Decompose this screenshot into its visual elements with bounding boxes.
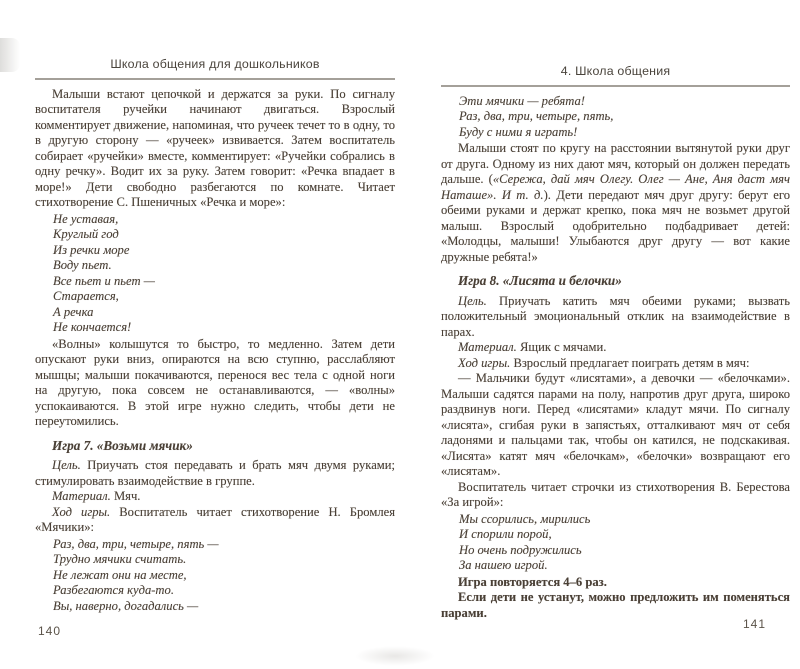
left-page	[35, 57, 395, 615]
poem-line: Раз, два, три, четыре, пять,	[459, 109, 614, 123]
poem-myachiki-continued	[459, 94, 790, 141]
poem-line: Эти мячики — ребята!	[459, 93, 585, 108]
procedure-paragraph	[35, 505, 395, 536]
poem-line: Буду с ними я играть!	[459, 124, 578, 139]
goal-label: Цель.	[458, 293, 487, 308]
right-running-head	[441, 64, 790, 87]
right-running-head-text: 4. Школа общения	[560, 64, 671, 78]
poem-line: Разбегаются куда-то.	[53, 583, 174, 597]
poem-line: И спорили порой,	[459, 527, 552, 541]
goal-paragraph	[35, 458, 395, 489]
paragraph-peredacha-myacha	[441, 141, 790, 265]
left-running-head-text: Школа общения для дошкольников	[110, 57, 320, 71]
poem-za-igroy	[459, 512, 790, 574]
poem-line: Раз, два, три, четыре, пять —	[53, 536, 219, 551]
right-page	[441, 64, 790, 621]
material-paragraph	[441, 340, 790, 356]
paragraph-berestov: Воспитатель читает строчки из стихотворения В. Берестова «За игрой»:	[441, 479, 790, 509]
goal-text: Приучать стоя передавать и брать мяч двумя руками; стимулировать взаимодействие в группе.	[35, 458, 395, 488]
paragraph-volny: «Волны» колышутся то быстро, то медленно. Затем дети опускают руки вниз, опираются на всю ступню, расслабляют мышцы; малыши покачиваются, перенося вес тела с одной ноги на другую, пока совсем не останавливаются, — «волны» успокаиваются. В этой игре нужно следить, чтобы дети не переутомились.	[35, 336, 395, 428]
scan-edge-smudge	[0, 38, 20, 72]
page-number-left: 140	[38, 624, 62, 638]
poem-line: За нашею игрой.	[459, 558, 548, 572]
poem-line: Не кончается!	[53, 320, 132, 334]
paragraph-repeat-note: Игра повторяется 4–6 раз.	[458, 574, 607, 589]
poem-line: Трудно мячики считать.	[53, 552, 187, 566]
poem-line: Не лежат они на месте,	[53, 567, 187, 582]
poem-line: Не уставая,	[53, 211, 119, 226]
goal-text: Приучать катить мяч обеими руками; вызвать положительный эмоциональный отклик на взаимодействие в парах.	[441, 293, 790, 339]
poem-line: Из речки море	[53, 242, 130, 257]
page-number-right: 141	[743, 617, 767, 631]
poem-line: Старается,	[53, 289, 119, 303]
material-text: Мяч.	[113, 489, 141, 503]
procedure-label: Ход игры.	[458, 355, 511, 370]
poem-line: А речка	[53, 304, 94, 319]
goal-label: Цель.	[52, 458, 81, 472]
procedure-paragraph	[441, 356, 790, 372]
poem-line: Воду пьет.	[53, 258, 112, 272]
material-label: Материал.	[458, 340, 517, 354]
procedure-label: Ход игры.	[52, 504, 111, 519]
poem-line: Все пьет и пьет —	[53, 273, 155, 288]
material-paragraph	[35, 489, 395, 505]
poem-line: Но очень подружились	[459, 542, 582, 557]
poem-line: Круглый год	[53, 227, 119, 241]
scan-bottom-shadow	[355, 646, 435, 666]
left-running-head	[35, 57, 395, 80]
paragraph-lisyata-belochki: — Мальчики будут «лисятами», а девочки — «белочками». Малыши садятся парами на полу, напротив друг друга, широко раздвинув ноги. Перед «лисятами» кладут мячи. По сигналу «лисята», сгибая руки в запястьях, отталкивают мяч от себя ладонями и пальцами так, чтобы он катился, не подскакивая. «Лисята» катят мяч «белочкам», «белочки» возвращают его «лисятам».	[441, 371, 790, 478]
game-7-heading: Игра 7. «Возьми мячик»	[52, 437, 193, 453]
paragraph-segment: Малыши стоят по кругу на расстоянии вытянутой руки друг от друга. Одному из них дают мяч, который он должен передать дальше. (	[441, 141, 790, 186]
goal-paragraph	[441, 294, 790, 341]
paragraph-segment-italic: «Сережа, дай мяч Олегу. Олег — Ане, Аня даст мяч Наташе». И т. д.	[441, 172, 790, 202]
poem-line: Мы ссорились, мирились	[459, 511, 591, 526]
game-8-heading: Игра 8. «Лисята и белочки»	[458, 273, 622, 288]
material-text: Ящик с мячами.	[519, 340, 607, 354]
procedure-text: Воспитатель читает стихотворение Н. Бромлея «Мячики»:	[35, 504, 395, 534]
paragraph-segment: ). Дети передают мяч друг другу: берут его обеими руками и держат крепко, пока мяч не возьмет другой малыш. Взрослый одобрительно подбадривает детей: «Молодцы, малыши! Улыбаются друг другу — вот какие дружные ребята!»	[441, 187, 790, 264]
paragraph-swap-pairs-note: Если дети не устанут, можно предложить им поменяться парами.	[441, 590, 790, 620]
paragraph-rucheyki: Малыши встают цепочкой и держатся за руки. По сигналу воспитателя ручейки начинают двигаться. Взрослый комментирует движение, напоминая, что ручеек течет то в одну, то в другую сторону — «ручеек» извивается. Затем воспитатель собирает «ручейки» вместе, комментирует: «Ручейки собрались в одну речку». Водит их за руку. Затем говорит: «Речка впадает в море!» Дети свободно разбегаются по комнате. Читает стихотворение С. Пшеничных «Речка и море»:	[35, 86, 395, 209]
poem-line: Вы, наверно, догадались —	[53, 598, 199, 613]
procedure-text: Взрослый предлагает поиграть детям в мяч:	[513, 355, 750, 370]
poem-rechka-i-more	[53, 212, 395, 336]
material-label: Материал.	[52, 489, 111, 503]
poem-myachiki	[53, 537, 395, 615]
